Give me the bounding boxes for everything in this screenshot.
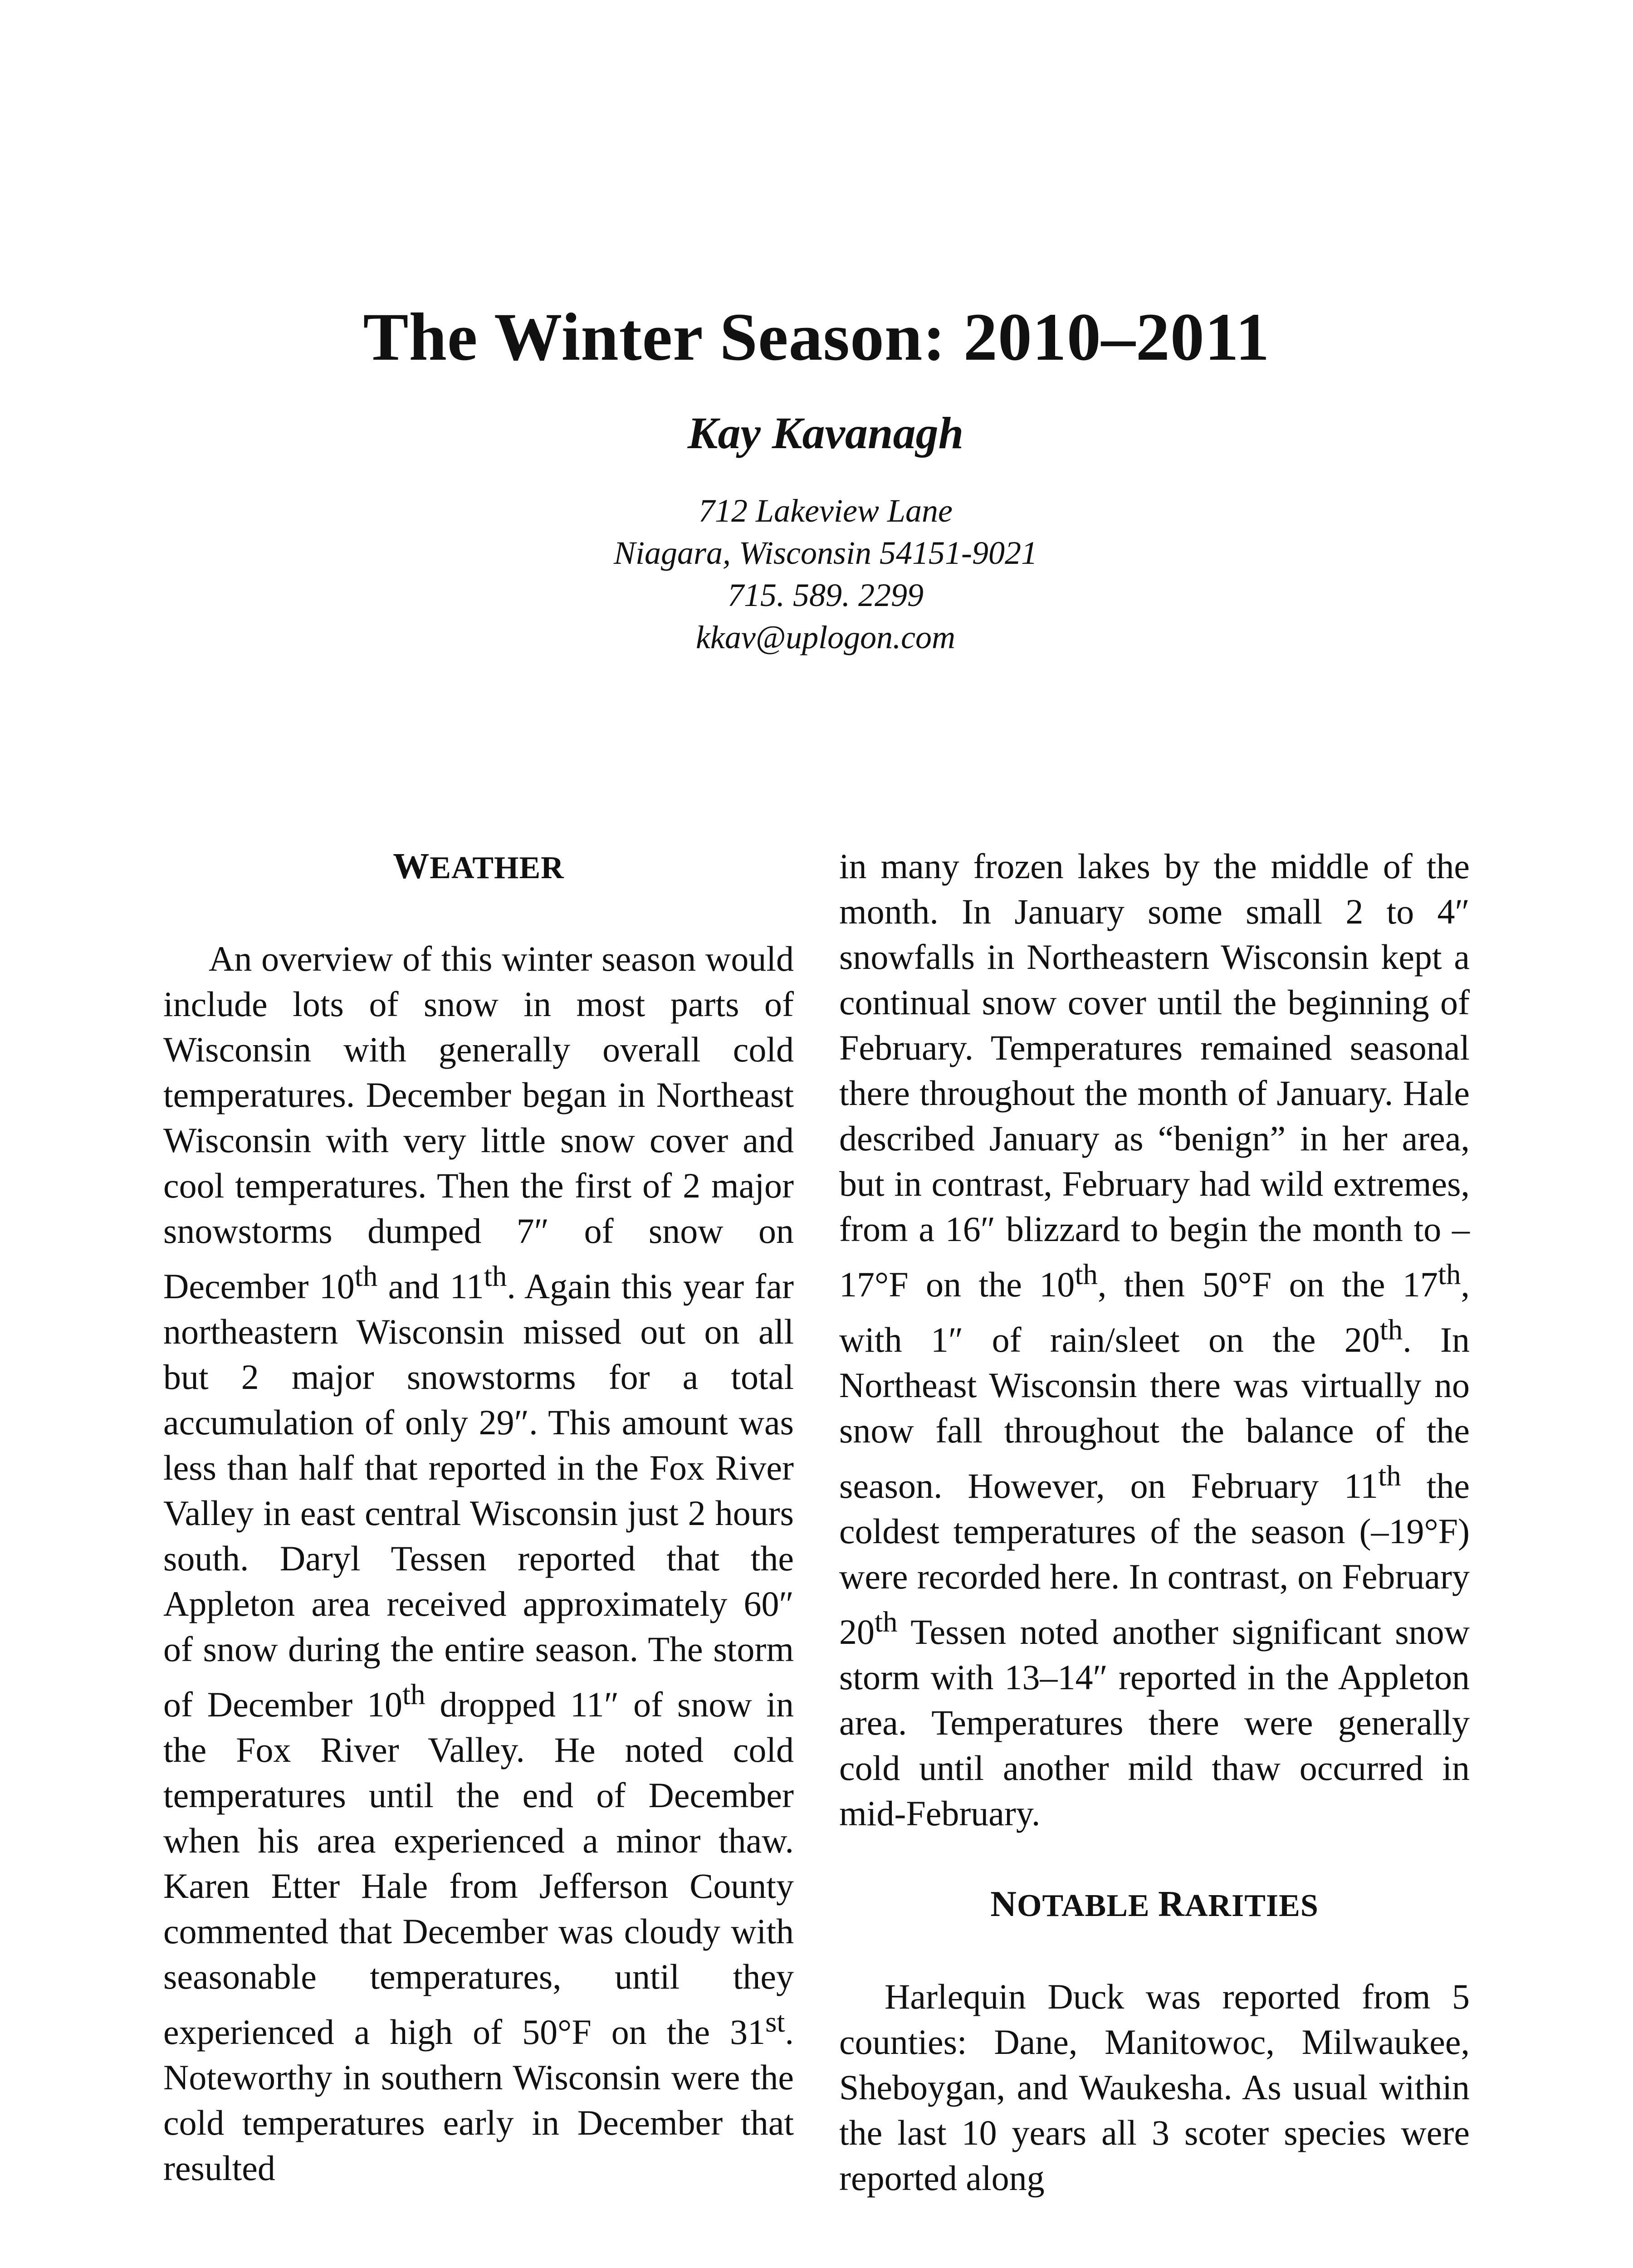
page-title: The Winter Season: 2010–2011 bbox=[363, 299, 1270, 375]
address-email: kkav@uplogon.com bbox=[695, 619, 956, 655]
left-column bbox=[163, 844, 794, 2191]
weather-paragraph-left: An overview of this winter season would include lots of snow in most parts of Wisconsin with generally overall cold temperatures. December began in Northeast Wisconsin with very little snow cover and cool temperatures. Then the first of 2 major snowstorms dumped 7″ of snow on December 10th and 11th. Again this year far northeastern Wisconsin missed out on all but 2 major snowstorms for a total accumulation of only 29″. This amount was less than half that reported in the Fox River Valley in east central Wisconsin just 2 hours south. Daryl Tessen reported that the Appleton area received approximately 60″ of snow during the entire season. The storm of December 10th dropped 11″ of snow in the Fox River Valley. He noted cold temperatures until the end of December when his area experienced a minor thaw. Karen Etter Hale from Jefferson County commented that December was cloudy with seasonable temperatures, until they experienced a high of 50°F on the 31st. Noteworthy in southern Wisconsin were the cold temperatures early in December that resulted bbox=[163, 939, 794, 2188]
address-phone: 715. 589. 2299 bbox=[728, 577, 924, 613]
author-name: Kay Kavanagh bbox=[687, 408, 964, 458]
weather-paragraph-right: in many frozen lakes by the middle of the month. In January some small 2 to 4″ snowfalls in Northeastern Wisconsin kept a continual snow cover until the beginning of February. Temperatures remained seasonal there throughout the month of January. Hale described January as “benign” in her area, but in contrast, February had wild extremes, from a 16″ blizzard to begin the month to –17°F on the 10th, then 50°F on the 17th, with 1″ of rain/sleet on the 20th. In Northeast Wisconsin there was virtually no snow fall throughout the balance of the season. However, on February 11th the coldest temperatures of the season (–19°F) were recorded here. In contrast, on February 20th Tessen noted another significant snow storm with 13–14″ reported in the Appleton area. Temperatures there were generally cold until another mild thaw occurred in mid-February. bbox=[839, 846, 1470, 1833]
weather-heading-initial: W bbox=[393, 846, 430, 886]
notable-rarities-paragraph: Harlequin Duck was reported from 5 counties: Dane, Manitowoc, Milwaukee, Sheboygan, and Waukesha. As usual within the last 10 years all 3 scoter species were reported along bbox=[839, 1977, 1470, 2198]
right-column bbox=[839, 844, 1470, 2201]
notable-rarities-heading: NOTABLE RARITIES bbox=[990, 1884, 1319, 1924]
address-city: Niagara, Wisconsin 54151-9021 bbox=[613, 535, 1038, 571]
weather-heading-rest: EATHER bbox=[430, 850, 564, 885]
weather-heading bbox=[163, 844, 794, 891]
address-street: 712 Lakeview Lane bbox=[699, 493, 953, 529]
author-address bbox=[0, 490, 1633, 659]
